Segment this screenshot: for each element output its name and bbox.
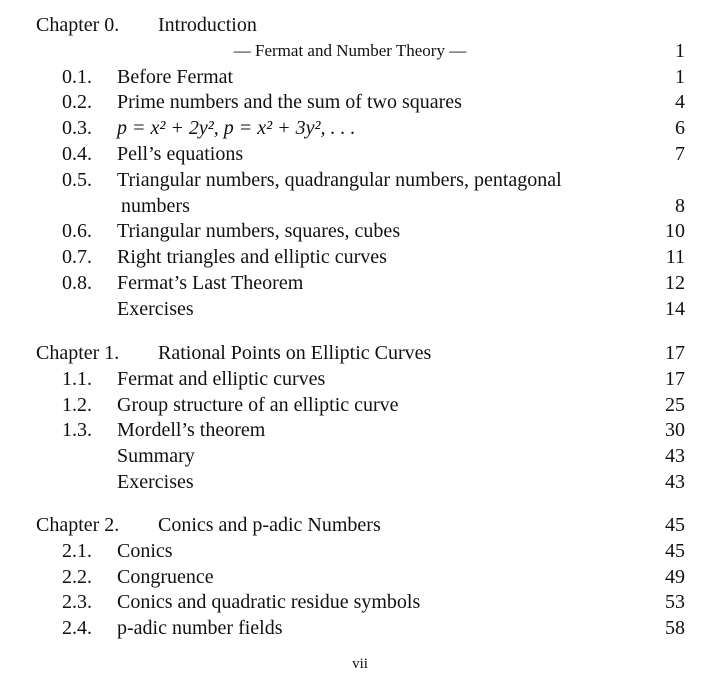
section-title: Fermat’s Last Theorem — [117, 272, 304, 294]
section-title: Triangular numbers, quadrangular numbers, pentagonal — [117, 168, 562, 191]
section-number: 2.2. — [62, 565, 92, 588]
toc-entry[interactable] — [0, 167, 720, 193]
page-number: 14 — [665, 297, 685, 320]
toc-entry[interactable] — [0, 115, 720, 141]
page-number: 25 — [665, 393, 685, 416]
page-number: 1 — [675, 65, 685, 88]
section-number: 0.4. — [62, 143, 92, 165]
page-number: 43 — [665, 445, 685, 468]
section-title: Fermat and elliptic curves — [117, 367, 326, 390]
page-number: 12 — [665, 272, 685, 294]
section-title: Exercises — [117, 297, 194, 320]
toc-entry[interactable] — [0, 469, 720, 495]
toc-entry[interactable] — [0, 589, 720, 615]
page-number: 17 — [665, 367, 685, 390]
toc-entry[interactable] — [0, 218, 720, 244]
section-number: 0.2. — [62, 91, 92, 114]
toc-entry[interactable] — [0, 564, 720, 590]
chapter-heading[interactable] — [0, 512, 720, 538]
section-title: Conics and quadratic residue symbols — [117, 591, 421, 614]
toc-entry[interactable] — [0, 366, 720, 392]
chapter-title: Rational Points on Elliptic Curves — [158, 342, 432, 364]
section-title: Conics — [117, 539, 173, 562]
page-number: 53 — [665, 591, 685, 614]
toc-entry[interactable] — [0, 244, 720, 270]
section-number: 0.3. — [62, 117, 92, 140]
section-title: Congruence — [117, 565, 214, 588]
page-number: 10 — [665, 220, 685, 243]
toc-entry[interactable] — [0, 615, 720, 641]
page-number: 1 — [675, 39, 685, 62]
toc-entry[interactable] — [0, 193, 720, 219]
section-title: Triangular numbers, squares, cubes — [117, 220, 401, 243]
section-title: Right triangles and elliptic curves — [117, 246, 387, 269]
chapter-subtitle: — Fermat and Number Theory — — [233, 40, 467, 60]
chapter-label: Chapter 0. — [36, 14, 120, 36]
section-number: 2.1. — [62, 539, 92, 562]
section-number: 0.7. — [62, 246, 92, 269]
page-number-footer: vii — [352, 656, 368, 672]
toc-entry[interactable] — [0, 270, 720, 296]
toc-entry[interactable] — [0, 443, 720, 469]
chapter-title: Introduction — [158, 14, 257, 36]
section-number: 0.1. — [62, 65, 92, 88]
section-number: 1.2. — [62, 393, 92, 416]
page-number: 45 — [665, 514, 685, 536]
toc-entry[interactable] — [0, 296, 720, 322]
page-number: 8 — [675, 194, 685, 217]
section-number: 0.8. — [62, 272, 92, 294]
page-number: 49 — [665, 565, 685, 588]
section-number: 0.6. — [62, 220, 92, 243]
section-title: numbers — [121, 194, 190, 217]
section-number: 1.3. — [62, 419, 92, 442]
page-number: 43 — [665, 471, 685, 493]
toc-entry[interactable] — [0, 89, 720, 115]
page-number: 4 — [675, 91, 685, 114]
section-title: p-adic number fields — [117, 617, 283, 640]
chapter-label: Chapter 2. — [36, 514, 120, 536]
section-title: Pell’s equations — [117, 143, 244, 165]
page-number: 45 — [665, 539, 685, 562]
section-title: Mordell’s theorem — [117, 419, 266, 442]
section-title: p = x² + 2y², p = x² + 3y², . . . — [117, 117, 356, 140]
chapter-label: Chapter 1. — [36, 342, 120, 364]
page-number: 30 — [665, 419, 685, 442]
section-number: 2.3. — [62, 591, 92, 614]
section-number: 0.5. — [62, 168, 92, 191]
page-number: 11 — [665, 246, 685, 269]
page-number: 17 — [665, 342, 685, 364]
section-title: Prime numbers and the sum of two squares — [117, 91, 462, 114]
page-number: 6 — [675, 117, 685, 140]
chapter-heading[interactable] — [0, 340, 720, 366]
section-title: Summary — [117, 445, 195, 468]
toc-entry[interactable] — [0, 64, 720, 90]
chapter-heading[interactable] — [0, 12, 720, 38]
section-title: Exercises — [117, 471, 194, 493]
toc-entry[interactable] — [0, 417, 720, 443]
section-number: 1.1. — [62, 367, 92, 390]
toc-entry[interactable] — [0, 392, 720, 418]
toc-entry[interactable] — [0, 141, 720, 167]
section-number: 2.4. — [62, 617, 92, 640]
page-number: 58 — [665, 617, 685, 640]
chapter-title: Conics and p-adic Numbers — [158, 514, 381, 536]
chapter-subtitle-row[interactable] — [0, 38, 720, 64]
page-number: 7 — [675, 143, 685, 165]
toc-entry[interactable] — [0, 538, 720, 564]
section-title: Before Fermat — [117, 65, 234, 88]
section-title: Group structure of an elliptic curve — [117, 393, 399, 416]
